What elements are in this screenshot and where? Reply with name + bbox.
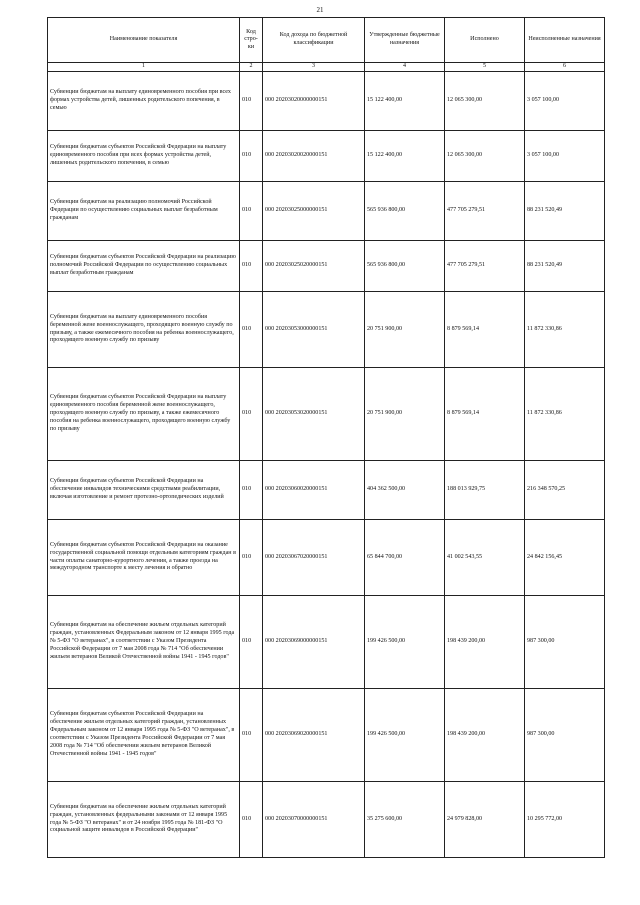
row-line-code: 010: [240, 72, 263, 131]
table-row: [48, 596, 605, 689]
header-row: [48, 18, 605, 63]
row-approved: 20 751 900,00: [365, 292, 445, 368]
row-line-code: 010: [240, 241, 263, 292]
table-row: [48, 782, 605, 858]
row-name: Субвенции бюджетам субъектов Российской Федерации на реализацию полномочий Российской Федерации по осуществлению социальных выплат безработным гражданам: [48, 241, 240, 292]
row-approved: 20 751 900,00: [365, 368, 445, 461]
row-executed: 188 013 929,75: [445, 461, 525, 520]
row-line-code: 010: [240, 520, 263, 596]
column-number: 2: [240, 63, 263, 72]
column-number-row: [48, 63, 605, 72]
header-executed: Исполнено: [445, 18, 525, 63]
table-row: [48, 72, 605, 131]
table-row: [48, 241, 605, 292]
row-name: Субвенции бюджетам субъектов Российской Федерации на выплату единовременного пособия при всех формах устройства детей, лишенных родительского попечения, в семью: [48, 131, 240, 182]
table-row: [48, 131, 605, 182]
row-unexecuted: 3 057 100,00: [525, 72, 605, 131]
row-executed: 477 705 279,51: [445, 241, 525, 292]
row-name: Субвенции бюджетам на обеспечение жильем отдельных категорий граждан, установленных федеральными законами от 12 января 1995 года № 5-ФЗ "О ветеранах" и от 24 ноября 1995 года № 181-ФЗ "О социальной защите инвалидов в Российской Федерации": [48, 782, 240, 858]
row-income-code: 000 20203020000000151: [263, 72, 365, 131]
row-income-code: 000 20203025020000151: [263, 241, 365, 292]
row-unexecuted: 11 872 330,86: [525, 368, 605, 461]
row-name: Субвенции бюджетам субъектов Российской Федерации на обеспечение жильем отдельных категорий граждан, установленных Федеральным законом от 12 января 1995 года № 5-ФЗ "О ветеранах", в соответствии с Указом Президента Российской Федерации от 7 мая 2008 года № 714 "Об обеспечении жильем ветеранов Великой Отечественной войны 1941 - 1945 годов": [48, 689, 240, 782]
column-number: 1: [48, 63, 240, 72]
row-unexecuted: 216 348 570,25: [525, 461, 605, 520]
row-approved: 65 844 700,00: [365, 520, 445, 596]
row-unexecuted: 11 872 330,86: [525, 292, 605, 368]
row-executed: 8 879 569,14: [445, 292, 525, 368]
row-approved: 404 362 500,00: [365, 461, 445, 520]
header-income-code: Код дохода по бюджетной классификации: [263, 18, 365, 63]
row-income-code: 000 20203053020000151: [263, 368, 365, 461]
row-approved: 565 936 800,00: [365, 241, 445, 292]
row-executed: 41 002 543,55: [445, 520, 525, 596]
row-name: Субвенции бюджетам на обеспечение жильем отдельных категорий граждан, установленных Федеральным законом от 12 января 1995 года № 5-ФЗ "О ветеранах", в соответствии с Указом Президента Российской Федерации от 7 мая 2008 года № 714 "Об обеспечении жильем ветеранов Великой Отечественной войны 1941 - 1945 годов": [48, 596, 240, 689]
row-income-code: 000 20203067020000151: [263, 520, 365, 596]
row-executed: 198 439 200,00: [445, 689, 525, 782]
header-approved: Утвержденные бюджетные назначения: [365, 18, 445, 63]
table-row: [48, 292, 605, 368]
row-approved: 565 936 800,00: [365, 182, 445, 241]
row-approved: 199 426 500,00: [365, 596, 445, 689]
row-approved: 199 426 500,00: [365, 689, 445, 782]
row-approved: 35 275 600,00: [365, 782, 445, 858]
row-executed: 198 439 200,00: [445, 596, 525, 689]
table-row: [48, 461, 605, 520]
row-unexecuted: 987 300,00: [525, 596, 605, 689]
row-name: Субвенции бюджетам субъектов Российской Федерации на выплату единовременного пособия беременной жене военнослужащего, проходящего военную службу по призыву, а также ежемесячного пособия на ребенка военнослужащего, проходящего военную службу по призыву: [48, 368, 240, 461]
row-income-code: 000 20203060020000151: [263, 461, 365, 520]
header-line-code: Код стро-ки: [240, 18, 263, 63]
row-approved: 15 122 400,00: [365, 131, 445, 182]
row-executed: 12 065 300,00: [445, 72, 525, 131]
row-income-code: 000 20203069000000151: [263, 596, 365, 689]
header-unexecuted: Неисполненные назначения: [525, 18, 605, 63]
table-row: [48, 182, 605, 241]
row-unexecuted: 88 231 520,49: [525, 241, 605, 292]
table-row: [48, 689, 605, 782]
row-executed: 477 705 279,51: [445, 182, 525, 241]
row-line-code: 010: [240, 182, 263, 241]
row-income-code: 000 20203053000000151: [263, 292, 365, 368]
header-name: Наименование показателя: [48, 18, 240, 63]
row-line-code: 010: [240, 461, 263, 520]
row-line-code: 010: [240, 596, 263, 689]
row-income-code: 000 20203069020000151: [263, 689, 365, 782]
row-name: Субвенции бюджетам субъектов Российской Федерации на обеспечение инвалидов техническими средствами реабилитации, включая изготовление и ремонт протезно-ортопедических изделий: [48, 461, 240, 520]
row-name: Субвенции бюджетам на выплату единовременного пособия беременной жене военнослужащего, проходящего военную службу по призыву, а также ежемесячного пособия на ребенка военнослужащего, проходящего военную службу по призыву: [48, 292, 240, 368]
column-number: 5: [445, 63, 525, 72]
table-row: [48, 368, 605, 461]
table-row: [48, 520, 605, 596]
row-unexecuted: 3 057 100,00: [525, 131, 605, 182]
row-unexecuted: 10 295 772,00: [525, 782, 605, 858]
column-number: 3: [263, 63, 365, 72]
row-income-code: 000 20203020020000151: [263, 131, 365, 182]
row-approved: 15 122 400,00: [365, 72, 445, 131]
row-line-code: 010: [240, 131, 263, 182]
row-executed: 24 979 828,00: [445, 782, 525, 858]
row-unexecuted: 88 231 520,49: [525, 182, 605, 241]
row-name: Субвенции бюджетам субъектов Российской Федерации на оказание государственной социальной помощи отдельным категориям граждан в части оплаты санаторно-курортного лечения, а также проезда на междугородном транспорте к месту лечения и обратно: [48, 520, 240, 596]
row-income-code: 000 20203070000000151: [263, 782, 365, 858]
row-line-code: 010: [240, 782, 263, 858]
column-number: 6: [525, 63, 605, 72]
row-line-code: 010: [240, 689, 263, 782]
row-line-code: 010: [240, 292, 263, 368]
row-income-code: 000 20203025000000151: [263, 182, 365, 241]
row-name: Субвенции бюджетам на реализацию полномочий Российской Федерации по осуществлению социальных выплат безработным гражданам: [48, 182, 240, 241]
row-line-code: 010: [240, 368, 263, 461]
row-unexecuted: 987 300,00: [525, 689, 605, 782]
page-number: 21: [316, 6, 324, 14]
row-unexecuted: 24 842 156,45: [525, 520, 605, 596]
row-name: Субвенции бюджетам на выплату единовременного пособия при всех формах устройства детей, лишенных родительского попечения, в семью: [48, 72, 240, 131]
row-executed: 8 879 569,14: [445, 368, 525, 461]
column-number: 4: [365, 63, 445, 72]
row-executed: 12 065 300,00: [445, 131, 525, 182]
budget-execution-table: [47, 17, 605, 858]
